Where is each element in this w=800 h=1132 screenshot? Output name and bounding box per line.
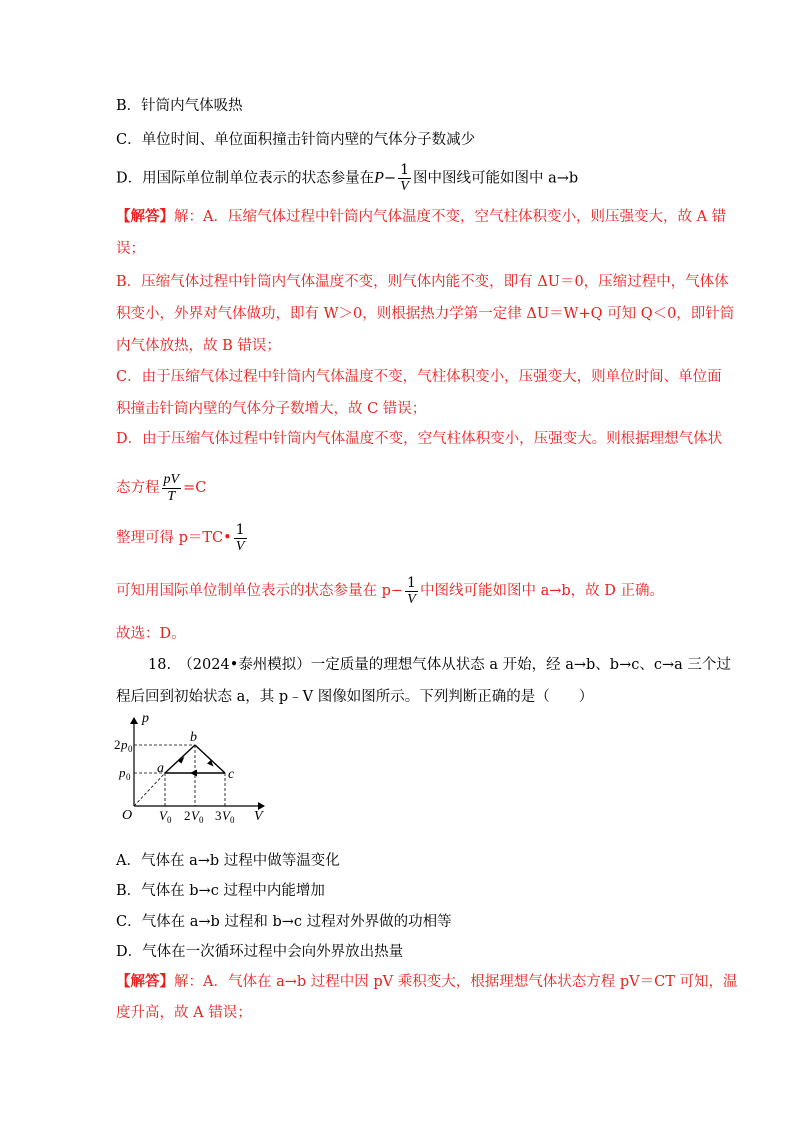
process-a-b <box>165 745 195 773</box>
equation-post: =C <box>183 480 207 496</box>
answer-b-line1: B．压缩气体过程中针筒内气体温度不变，则气体内能不变，即有 ΔU＝0，压缩过程中，气体体 <box>116 274 729 290</box>
tick-subscript: 0 <box>230 815 235 825</box>
answer-d-equation <box>116 470 206 506</box>
answer-a-line1 <box>116 207 726 227</box>
answer-a-line2: 误； <box>116 241 145 257</box>
tick-symbol: V <box>159 808 167 823</box>
arrow-c-a <box>190 770 197 777</box>
fraction-numerator: 1 <box>400 162 409 178</box>
answer18-line1 <box>116 972 737 992</box>
answer-c-line2: 积撞击针筒内壁的气体分子数增大，故 C 错误； <box>116 401 427 417</box>
point-b-label: b <box>190 730 197 745</box>
x-tick-3v0 <box>215 808 235 825</box>
arrange-fraction <box>234 522 247 555</box>
equation-fraction <box>162 472 182 505</box>
y-tick-p0 <box>118 765 131 782</box>
origin-label: O <box>122 808 133 823</box>
option-d-pre: D．用国际单位制单位表示的状态参量在 <box>116 170 375 187</box>
tick-symbol: V <box>222 808 230 823</box>
answer-tag: 【解答】 <box>116 208 174 225</box>
y-axis-label: p <box>142 712 149 726</box>
question-18-line1: 18. （2024•泰州模拟）一定质量的理想气体从状态 a 开始，经 a→b、b→c、c→a 三个过 <box>148 657 731 673</box>
tick-subscript: 0 <box>167 815 172 825</box>
tick-coef: 2 <box>184 808 191 823</box>
tick-coef: 3 <box>215 808 222 823</box>
conclusion-post: 中图线可能如图中 a→b，故 D 正确。 <box>419 583 664 599</box>
tick-subscript: 0 <box>126 772 131 782</box>
answer-d-conclusion <box>116 573 664 609</box>
x-axis-label: V <box>254 809 263 824</box>
answer18-text: 解：A．气体在 a→b 过程中因 pV 乘积变大，根据理想气体状态方程 pV＝CT 可知，温 <box>174 974 738 990</box>
process-b-c <box>195 745 225 773</box>
q18-option-c: C．气体在 a→b 过程和 b→c 过程对外界做的功相等 <box>116 914 452 930</box>
answer-tag: 【解答】 <box>116 973 174 990</box>
fraction-numerator: pV <box>163 471 180 487</box>
conclusion-pre: 可知用国际单位制单位表示的状态参量在 p− <box>116 583 404 599</box>
tick-coef: 2 <box>114 737 121 752</box>
answer-c-line1: C．由于压缩气体过程中针筒内气体温度不变，气柱体积变小，压强变大，则单位时间、单位面 <box>116 369 722 385</box>
tick-subscript: 0 <box>199 815 204 825</box>
x-tick-2v0 <box>184 808 204 825</box>
answer-b-line3: 内气体放热，故 B 错误； <box>116 338 281 354</box>
fraction-denominator: V <box>400 179 409 194</box>
q18-option-d: D．气体在一次循环过程中会向外界放出热量 <box>116 944 404 960</box>
tick-subscript: 0 <box>128 744 133 754</box>
fraction-numerator: 1 <box>407 574 416 591</box>
option-b: B．针筒内气体吸热 <box>116 98 243 114</box>
tick-symbol: p <box>119 765 126 780</box>
arrange-pre: 整理可得 p＝TC• <box>116 530 232 546</box>
answer-d-arrange <box>116 520 249 556</box>
q18-option-a: A．气体在 a→b 过程中做等温变化 <box>116 853 340 869</box>
pv-diagram <box>114 712 274 828</box>
x-tick-v0 <box>159 808 172 825</box>
fraction-denominator: V <box>407 591 416 607</box>
option-d <box>116 162 578 195</box>
q18-option-b: B．气体在 b→c 过程中内能增加 <box>116 883 325 899</box>
guide-origin-a <box>134 773 165 806</box>
answer-a-text: 解：A．压缩气体过程中针筒内气体温度不变，空气柱体积变小，则压强变大，故 A 错 <box>174 209 727 225</box>
fraction-numerator: 1 <box>235 521 245 538</box>
tick-symbol: p <box>121 737 128 752</box>
option-d-minus: − <box>383 170 397 187</box>
tick-symbol: V <box>191 808 199 823</box>
option-d-fraction <box>398 162 411 195</box>
fraction-denominator: T <box>167 488 176 504</box>
option-d-p: P <box>374 169 384 187</box>
point-c-label: c <box>228 767 235 782</box>
point-a-label: a <box>157 761 164 776</box>
equation-pre: 态方程 <box>116 480 160 496</box>
fraction-denominator: V <box>235 538 245 554</box>
answer18-line2: 度升高，故 A 错误； <box>116 1005 252 1021</box>
conclusion-fraction <box>405 575 418 608</box>
question-18-line2: 程后回到初始状态 a，其 p﹣V 图像如图所示。下列判断正确的是（ ） <box>116 689 594 705</box>
option-c: C．单位时间、单位面积撞击针筒内壁的气体分子数减少 <box>116 132 476 148</box>
option-d-post: 图中图线可能如图中 a→b <box>412 170 579 187</box>
answer-choice: 故选：D。 <box>116 626 186 642</box>
y-tick-2p0 <box>114 737 133 754</box>
answer-d-line1: D．由于压缩气体过程中针筒内气体温度不变，空气柱体积变小，压强变大。则根据理想气体状 <box>116 431 723 447</box>
answer-b-line2: 积变小，外界对气体做功，即有 W＞0，则根据热力学第一定律 ΔU＝W+Q 可知 Q＜0，即针筒 <box>116 306 735 322</box>
